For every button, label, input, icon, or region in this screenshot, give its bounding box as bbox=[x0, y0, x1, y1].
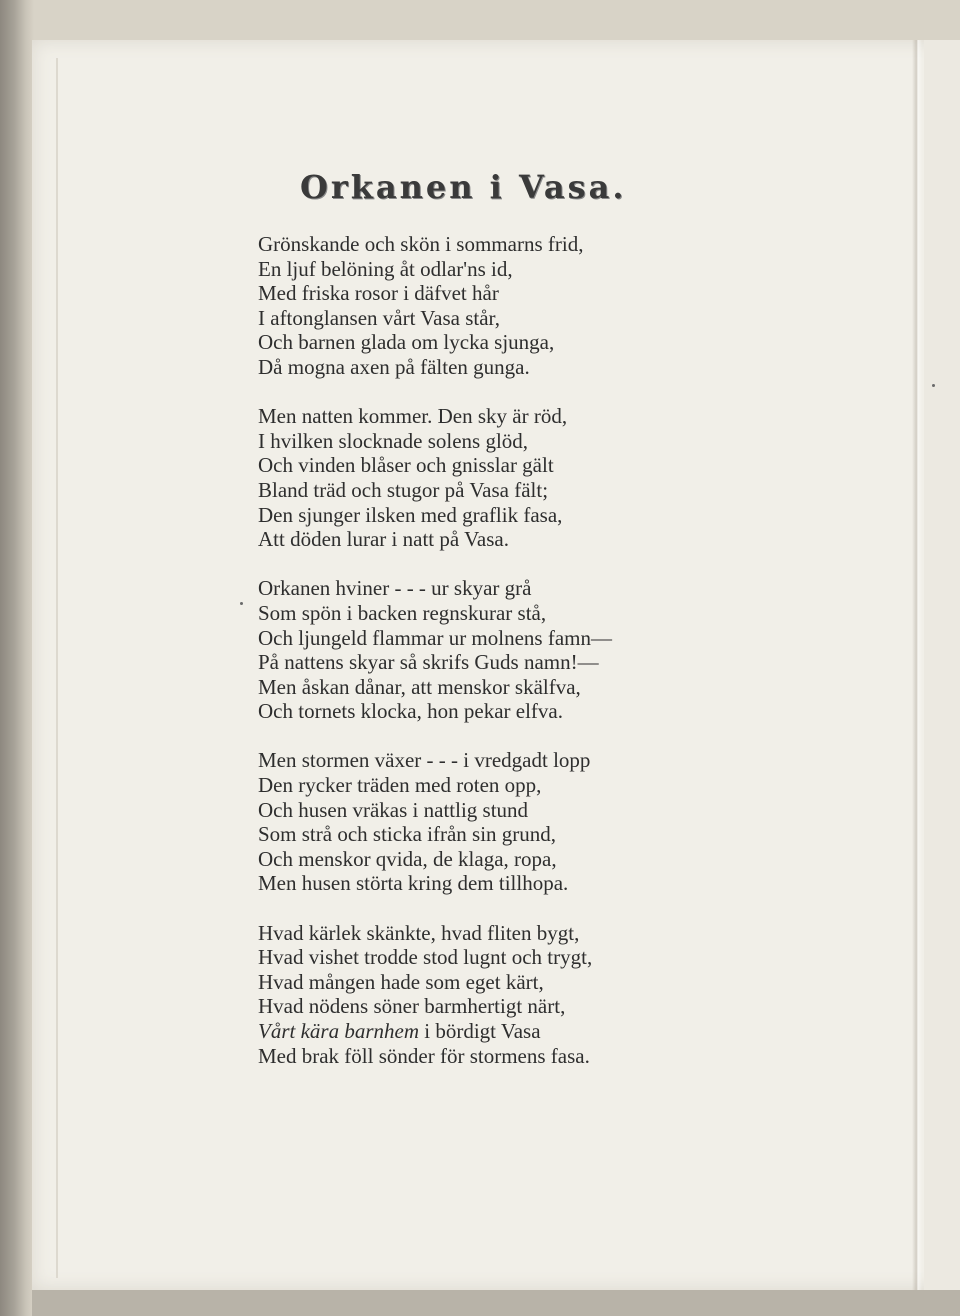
poem-line: Att döden lurar i natt på Vasa. bbox=[258, 527, 509, 552]
poem-line: Men natten kommer. Den sky är röd, bbox=[258, 404, 568, 429]
poem-line: Då mogna axen på fälten gunga. bbox=[258, 354, 530, 379]
poem-line: Och husen vräkas i nattlig stund bbox=[258, 797, 529, 822]
poem-line: Den sjunger ilsken med graflik fasa, bbox=[258, 502, 563, 527]
poem-line: Och vinden blåser och gnisslar gält bbox=[258, 453, 554, 478]
poem-line: Och ljungeld flammar ur molnens famn— bbox=[258, 625, 612, 650]
stanza bbox=[258, 404, 718, 552]
poem-line: Hvad nödens söner barmhertigt närt, bbox=[258, 994, 566, 1019]
page-bottom-edge bbox=[32, 1290, 960, 1316]
italic-phrase: Vårt kära barnhem bbox=[258, 1019, 419, 1043]
paper-speck bbox=[240, 602, 243, 605]
stanza bbox=[258, 576, 718, 724]
stanza bbox=[258, 748, 718, 896]
poem-line: Men stormen växer - - - i vredgadt lopp bbox=[258, 748, 591, 773]
adjacent-leaf bbox=[924, 40, 960, 1290]
poem-line: Hvad mången hade som eget kärt, bbox=[258, 969, 544, 994]
poem-title: Orkanen i Vasa. bbox=[300, 168, 627, 206]
poem-line: Och menskor qvida, de klaga, ropa, bbox=[258, 846, 557, 871]
page-fold bbox=[912, 40, 922, 1290]
poem-line: I aftonglansen vårt Vasa står, bbox=[258, 305, 500, 330]
poem-line: Med brak föll sönder för stormens fasa. bbox=[258, 1043, 590, 1068]
poem-line: Och tornets klocka, hon pekar elfva. bbox=[258, 699, 563, 724]
poem-line: Den rycker träden med roten opp, bbox=[258, 773, 542, 798]
poem-line: På nattens skyar så skrifs Guds namn!— bbox=[258, 650, 599, 675]
poem-line: Hvad vishet trodde stod lugnt och trygt, bbox=[258, 945, 593, 970]
poem-line: Hvad kärlek skänkte, hvad fliten bygt, bbox=[258, 920, 580, 945]
poem-line: Och barnen glada om lycka sjunga, bbox=[258, 330, 555, 355]
poem-line: Som spön i backen regnskurar stå, bbox=[258, 600, 547, 625]
poem-line: Med friska rosor i däfvet hår bbox=[258, 281, 499, 306]
poem-line: Men åskan dånar, att menskor skälfva, bbox=[258, 674, 581, 699]
stanza bbox=[258, 921, 718, 1069]
stanza bbox=[258, 232, 718, 380]
page-edge-rule bbox=[56, 58, 58, 1278]
poem-line: I hvilken slocknade solens glöd, bbox=[258, 428, 529, 453]
poem-line: Orkanen hviner - - - ur skyar grå bbox=[258, 576, 532, 601]
line-rest: i bördigt Vasa bbox=[419, 1019, 541, 1043]
paper-speck bbox=[932, 384, 935, 387]
poem-line: Som strå och sticka ifrån sin grund, bbox=[258, 822, 557, 847]
poem-line bbox=[258, 1019, 718, 1044]
poem-line: En ljuf belöning åt odlar'ns id, bbox=[258, 256, 513, 281]
poem-line: Grönskande och skön i sommarns frid, bbox=[258, 232, 584, 256]
poem-body bbox=[258, 232, 718, 1093]
poem-line: Bland träd och stugor på Vasa fält; bbox=[258, 477, 549, 502]
poem-line: Men husen störta kring dem tillhopa. bbox=[258, 871, 569, 896]
